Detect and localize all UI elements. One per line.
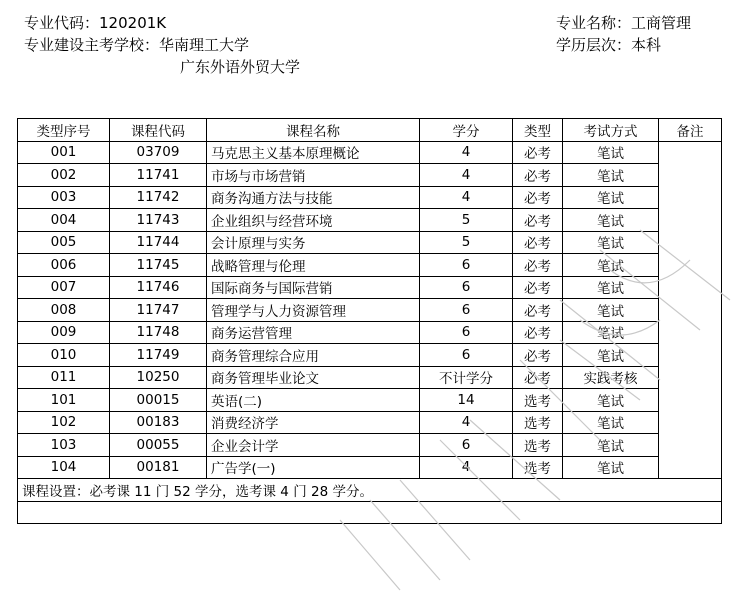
cell-name: 管理学与人力资源管理	[207, 299, 420, 322]
summary-row	[18, 479, 722, 502]
cell-credit: 6	[420, 321, 513, 344]
cell-credit: 4	[420, 164, 513, 187]
cell-credit: 6	[420, 344, 513, 367]
cell-credit: 5	[420, 209, 513, 232]
cell-code: 11747	[110, 299, 207, 322]
cell-exam: 笔试	[563, 344, 659, 367]
cell-code: 11745	[110, 254, 207, 277]
cell-name: 商务运营管理	[207, 321, 420, 344]
cell-credit: 4	[420, 411, 513, 434]
cell-seq: 003	[18, 186, 110, 209]
course-table-body	[18, 141, 722, 479]
host-school-2: 广东外语外贸大学	[180, 58, 301, 76]
cell-exam: 笔试	[563, 231, 659, 254]
cell-credit: 4	[420, 456, 513, 479]
cell-seq: 011	[18, 366, 110, 389]
level-line	[556, 34, 691, 56]
cell-name: 广告学(一)	[207, 456, 420, 479]
table-header-row	[18, 119, 722, 142]
host-school-1: 华南理工大学	[159, 36, 250, 54]
cell-code: 11748	[110, 321, 207, 344]
cell-code: 10250	[110, 366, 207, 389]
cell-seq: 010	[18, 344, 110, 367]
col-header-name: 课程名称	[207, 119, 420, 142]
cell-type: 必考	[513, 366, 563, 389]
cell-type: 选考	[513, 389, 563, 412]
cell-credit: 6	[420, 276, 513, 299]
cell-seq: 002	[18, 164, 110, 187]
major-code-line	[24, 12, 300, 34]
cell-seq: 001	[18, 141, 110, 164]
cell-exam: 笔试	[563, 141, 659, 164]
cell-name: 市场与市场营销	[207, 164, 420, 187]
header-right	[556, 12, 691, 56]
table-row	[18, 321, 722, 344]
cell-code: 00015	[110, 389, 207, 412]
cell-seq: 103	[18, 434, 110, 457]
cell-credit: 6	[420, 434, 513, 457]
col-header-remark: 备注	[659, 119, 722, 142]
cell-seq: 006	[18, 254, 110, 277]
col-header-credit: 学分	[420, 119, 513, 142]
table-row	[18, 299, 722, 322]
cell-credit: 5	[420, 231, 513, 254]
major-code-value: 120201K	[99, 14, 167, 32]
major-code-label: 专业代码：	[24, 14, 100, 32]
cell-name: 战略管理与伦理	[207, 254, 420, 277]
cell-type: 必考	[513, 209, 563, 232]
cell-exam: 笔试	[563, 411, 659, 434]
col-header-type: 类型	[513, 119, 563, 142]
cell-name: 商务管理毕业论文	[207, 366, 420, 389]
cell-exam: 笔试	[563, 254, 659, 277]
cell-credit: 6	[420, 254, 513, 277]
cell-exam: 笔试	[563, 299, 659, 322]
cell-name: 国际商务与国际营销	[207, 276, 420, 299]
cell-code: 11749	[110, 344, 207, 367]
cell-seq: 005	[18, 231, 110, 254]
cell-type: 选考	[513, 411, 563, 434]
major-name-line	[556, 12, 691, 34]
table-row	[18, 141, 722, 164]
header-left	[24, 12, 300, 78]
major-name-value: 工商管理	[631, 14, 692, 32]
cell-exam: 笔试	[563, 164, 659, 187]
table-row	[18, 164, 722, 187]
table-row	[18, 456, 722, 479]
cell-seq: 004	[18, 209, 110, 232]
course-table	[17, 118, 722, 524]
table-row	[18, 186, 722, 209]
cell-name: 商务沟通方法与技能	[207, 186, 420, 209]
cell-type: 必考	[513, 231, 563, 254]
cell-seq: 008	[18, 299, 110, 322]
cell-exam: 笔试	[563, 209, 659, 232]
cell-type: 必考	[513, 141, 563, 164]
blank-cell	[18, 501, 722, 524]
cell-code: 11746	[110, 276, 207, 299]
cell-credit: 不计学分	[420, 366, 513, 389]
cell-credit: 6	[420, 299, 513, 322]
cell-name: 英语(二)	[207, 389, 420, 412]
host-school-line	[24, 34, 300, 56]
cell-code: 11743	[110, 209, 207, 232]
table-row	[18, 231, 722, 254]
cell-credit: 4	[420, 141, 513, 164]
cell-credit: 14	[420, 389, 513, 412]
col-header-exam: 考试方式	[563, 119, 659, 142]
col-header-code: 课程代码	[110, 119, 207, 142]
cell-seq: 102	[18, 411, 110, 434]
cell-seq: 007	[18, 276, 110, 299]
table-row	[18, 389, 722, 412]
cell-code: 11742	[110, 186, 207, 209]
major-name-label: 专业名称：	[556, 14, 632, 32]
cell-type: 必考	[513, 299, 563, 322]
cell-remark	[659, 141, 722, 479]
cell-exam: 笔试	[563, 186, 659, 209]
table-row	[18, 254, 722, 277]
cell-name: 马克思主义基本原理概论	[207, 141, 420, 164]
cell-seq: 104	[18, 456, 110, 479]
cell-exam: 笔试	[563, 434, 659, 457]
cell-name: 会计原理与实务	[207, 231, 420, 254]
cell-seq: 009	[18, 321, 110, 344]
cell-type: 必考	[513, 276, 563, 299]
host-school-line-2	[24, 56, 300, 78]
cell-name: 商务管理综合应用	[207, 344, 420, 367]
cell-type: 选考	[513, 456, 563, 479]
cell-type: 选考	[513, 434, 563, 457]
table-row	[18, 344, 722, 367]
cell-exam: 笔试	[563, 389, 659, 412]
cell-exam: 笔试	[563, 321, 659, 344]
cell-type: 必考	[513, 344, 563, 367]
cell-exam: 笔试	[563, 456, 659, 479]
cell-code: 11744	[110, 231, 207, 254]
cell-credit: 4	[420, 186, 513, 209]
cell-name: 企业组织与经营环境	[207, 209, 420, 232]
cell-code: 00055	[110, 434, 207, 457]
cell-name: 消费经济学	[207, 411, 420, 434]
col-header-seq: 类型序号	[18, 119, 110, 142]
cell-exam: 实践考核	[563, 366, 659, 389]
table-row	[18, 434, 722, 457]
blank-row	[18, 501, 722, 524]
cell-code: 00181	[110, 456, 207, 479]
cell-exam: 笔试	[563, 276, 659, 299]
cell-name: 企业会计学	[207, 434, 420, 457]
cell-code: 11741	[110, 164, 207, 187]
table-row	[18, 366, 722, 389]
cell-type: 必考	[513, 186, 563, 209]
level-value: 本科	[631, 36, 662, 54]
summary-text: 课程设置：必考课 11 门 52 学分，选考课 4 门 28 学分。	[18, 479, 722, 502]
table-row	[18, 209, 722, 232]
table-row	[18, 276, 722, 299]
level-label: 学历层次：	[556, 36, 632, 54]
table-row	[18, 411, 722, 434]
cell-type: 必考	[513, 321, 563, 344]
cell-type: 必考	[513, 164, 563, 187]
cell-type: 必考	[513, 254, 563, 277]
cell-code: 00183	[110, 411, 207, 434]
host-school-label: 专业建设主考学校：	[24, 36, 160, 54]
cell-seq: 101	[18, 389, 110, 412]
cell-code: 03709	[110, 141, 207, 164]
